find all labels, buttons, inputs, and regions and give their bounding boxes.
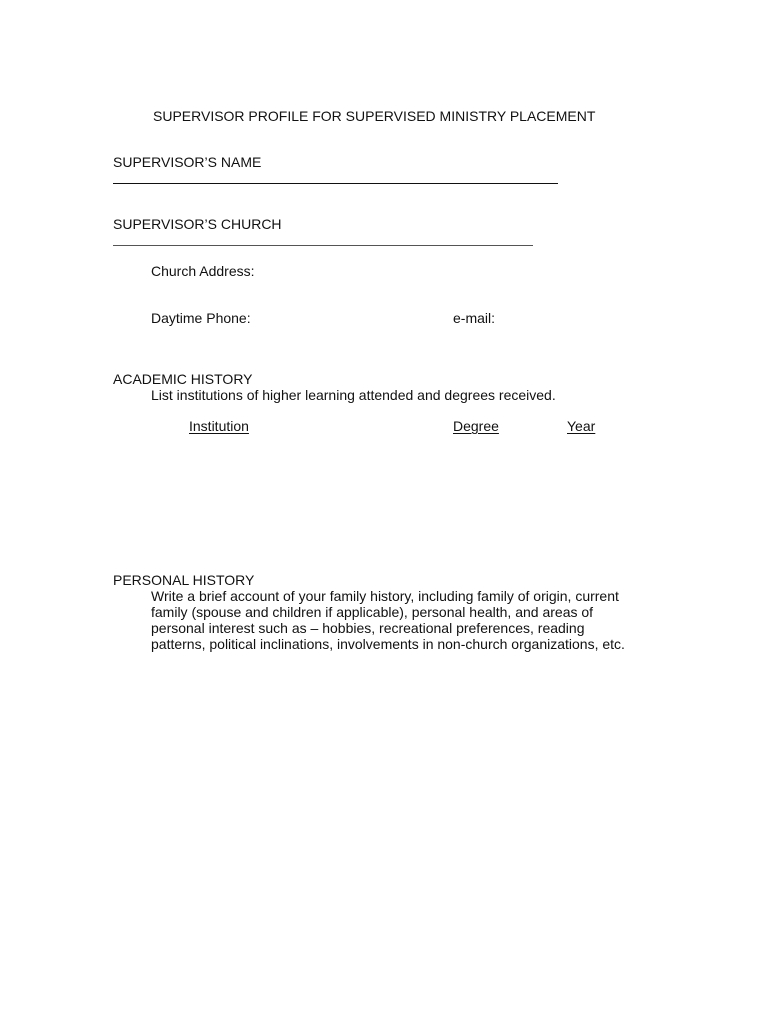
document-title: SUPERVISOR PROFILE FOR SUPERVISED MINISTRY PLACEMENT (153, 108, 596, 124)
supervisor-church-label: SUPERVISOR’S CHURCH (113, 216, 282, 232)
personal-history-instructions (151, 588, 731, 652)
supervisor-name-label: SUPERVISOR’S NAME (113, 154, 262, 170)
supervisor-church-line (113, 245, 533, 246)
supervisor-name-line (113, 183, 558, 184)
daytime-phone-label: Daytime Phone: (151, 310, 251, 326)
academic-history-heading: ACADEMIC HISTORY (113, 371, 253, 387)
column-header-institution: Institution (189, 418, 249, 434)
personal-history-line: family (spouse and children if applicable), personal health, and areas of (151, 604, 594, 620)
academic-history-instruction: List institutions of higher learning attended and degrees received. (151, 387, 556, 403)
personal-history-line: patterns, political inclinations, involvements in non-church organizations, etc. (151, 636, 625, 652)
church-address-label: Church Address: (151, 263, 255, 279)
personal-history-line: personal interest such as – hobbies, recreational preferences, reading (151, 620, 585, 636)
personal-history-heading: PERSONAL HISTORY (113, 572, 255, 588)
personal-history-line: Write a brief account of your family history, including family of origin, current (151, 588, 619, 604)
email-label: e-mail: (453, 310, 496, 326)
column-header-year: Year (567, 418, 596, 434)
column-header-degree: Degree (453, 418, 499, 434)
